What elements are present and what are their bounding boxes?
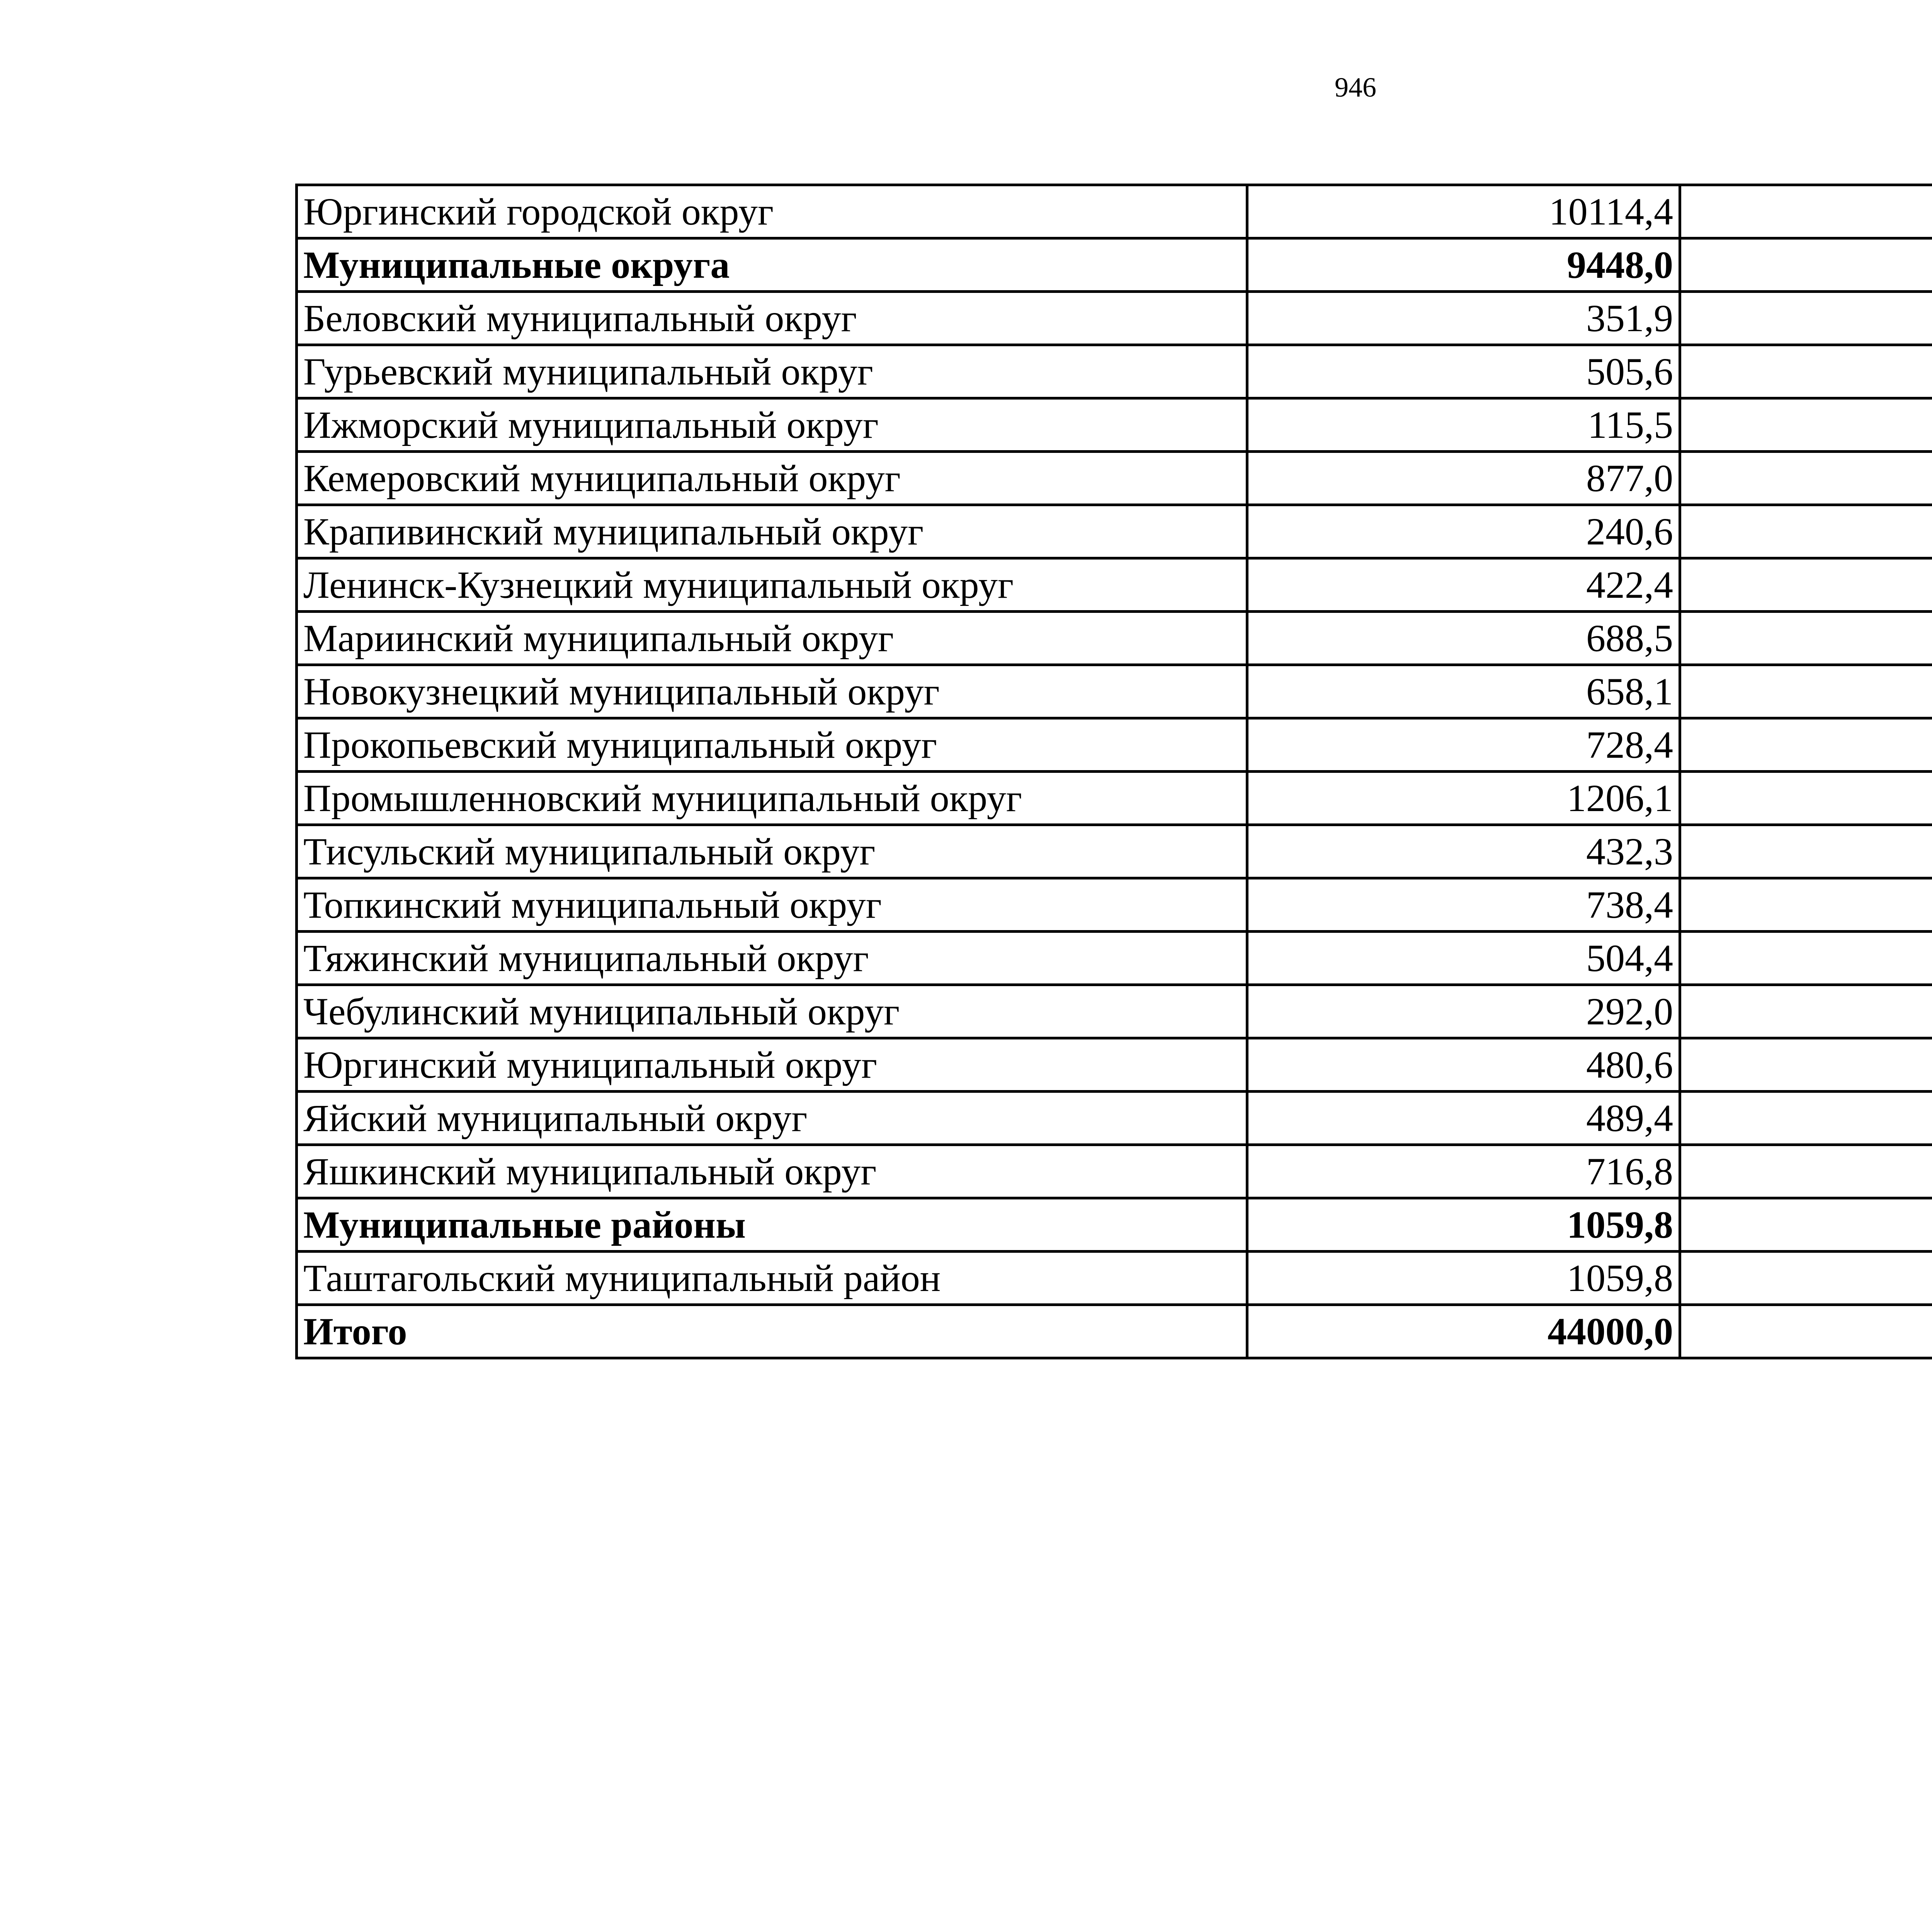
row-value-1-cell: 432,3 [1247, 825, 1680, 878]
table-row [297, 612, 1932, 665]
row-value-1-cell: 688,5 [1247, 612, 1680, 665]
row-value-1-cell: 728,4 [1247, 718, 1680, 772]
row-value-2-cell [1680, 612, 1932, 665]
row-value-2-cell [1680, 772, 1932, 825]
row-value-2-cell [1680, 558, 1932, 612]
row-value-2-cell [1680, 292, 1932, 345]
row-name-cell: Итого [297, 1305, 1247, 1358]
row-value-2-cell [1680, 345, 1932, 398]
row-value-2-cell [1680, 718, 1932, 772]
row-name-cell: Мариинский муниципальный округ [297, 612, 1247, 665]
row-name-cell: Чебулинский муниципальный округ [297, 985, 1247, 1038]
row-value-2-cell [1680, 665, 1932, 718]
row-name-cell: Гурьевский муниципальный округ [297, 345, 1247, 398]
table-row [297, 558, 1932, 612]
row-value-2-cell [1680, 1145, 1932, 1198]
row-value-2-cell [1680, 1038, 1932, 1092]
row-value-1-cell: 10114,4 [1247, 185, 1680, 238]
row-value-1-cell: 1206,1 [1247, 772, 1680, 825]
row-name-cell: Новокузнецкий муниципальный округ [297, 665, 1247, 718]
table-row [297, 1038, 1932, 1092]
table-row [297, 185, 1932, 238]
row-value-1-cell: 877,0 [1247, 452, 1680, 505]
row-name-cell: Ижморский муниципальный округ [297, 398, 1247, 452]
row-value-1-cell: 1059,8 [1247, 1198, 1680, 1252]
table-row-subtotal [297, 238, 1932, 292]
row-value-2-cell [1680, 398, 1932, 452]
table-row [297, 985, 1932, 1038]
table-row [297, 1092, 1932, 1145]
row-value-2-cell [1680, 185, 1932, 238]
table-row [297, 505, 1932, 558]
row-value-2-cell [1680, 825, 1932, 878]
row-name-cell: Яшкинский муниципальный округ [297, 1145, 1247, 1198]
row-name-cell: Топкинский муниципальный округ [297, 878, 1247, 932]
row-value-2-cell [1680, 1305, 1932, 1358]
row-value-1-cell: 44000,0 [1247, 1305, 1680, 1358]
row-name-cell: Беловский муниципальный округ [297, 292, 1247, 345]
table-row [297, 1145, 1932, 1198]
row-value-1-cell: 422,4 [1247, 558, 1680, 612]
row-value-1-cell: 240,6 [1247, 505, 1680, 558]
row-name-cell: Крапивинский муниципальный округ [297, 505, 1247, 558]
row-value-1-cell: 504,4 [1247, 932, 1680, 985]
row-value-1-cell: 716,8 [1247, 1145, 1680, 1198]
table-row [297, 932, 1932, 985]
row-value-1-cell: 9448,0 [1247, 238, 1680, 292]
table-row [297, 772, 1932, 825]
row-value-2-cell [1680, 1252, 1932, 1305]
row-value-1-cell: 658,1 [1247, 665, 1680, 718]
row-value-2-cell [1680, 985, 1932, 1038]
row-name-cell: Таштагольский муниципальный район [297, 1252, 1247, 1305]
row-value-1-cell: 489,4 [1247, 1092, 1680, 1145]
row-name-cell: Яйский муниципальный округ [297, 1092, 1247, 1145]
row-value-1-cell: 292,0 [1247, 985, 1680, 1038]
row-name-cell: Тисульский муниципальный округ [297, 825, 1247, 878]
row-value-2-cell [1680, 878, 1932, 932]
row-name-cell: Прокопьевский муниципальный округ [297, 718, 1247, 772]
row-name-cell: Муниципальные районы [297, 1198, 1247, 1252]
row-value-2-cell [1680, 238, 1932, 292]
table-row [297, 665, 1932, 718]
row-value-1-cell: 1059,8 [1247, 1252, 1680, 1305]
row-value-2-cell [1680, 452, 1932, 505]
row-name-cell: Юргинский муниципальный округ [297, 1038, 1247, 1092]
table-row [297, 292, 1932, 345]
allocation-table [295, 184, 1932, 1359]
table-row [297, 452, 1932, 505]
row-name-cell: Кемеровский муниципальный округ [297, 452, 1247, 505]
table-row [297, 878, 1932, 932]
row-value-1-cell: 505,6 [1247, 345, 1680, 398]
row-value-1-cell: 115,5 [1247, 398, 1680, 452]
table-body [297, 185, 1932, 1358]
table-row [297, 825, 1932, 878]
table-row [297, 1252, 1932, 1305]
table-row [297, 398, 1932, 452]
row-value-2-cell [1680, 505, 1932, 558]
row-name-cell: Юргинский городской округ [297, 185, 1247, 238]
table-row-subtotal [297, 1198, 1932, 1252]
row-value-1-cell: 351,9 [1247, 292, 1680, 345]
page-number: 946 [1335, 72, 1376, 103]
row-name-cell: Промышленновский муниципальный округ [297, 772, 1247, 825]
row-value-1-cell: 480,6 [1247, 1038, 1680, 1092]
row-name-cell: Муниципальные округа [297, 238, 1247, 292]
row-value-2-cell [1680, 1092, 1932, 1145]
row-value-1-cell: 738,4 [1247, 878, 1680, 932]
table-row [297, 718, 1932, 772]
row-name-cell: Тяжинский муниципальный округ [297, 932, 1247, 985]
row-value-2-cell [1680, 932, 1932, 985]
row-value-2-cell [1680, 1198, 1932, 1252]
table-row-subtotal [297, 1305, 1932, 1358]
row-name-cell: Ленинск-Кузнецкий муниципальный округ [297, 558, 1247, 612]
table-row [297, 345, 1932, 398]
